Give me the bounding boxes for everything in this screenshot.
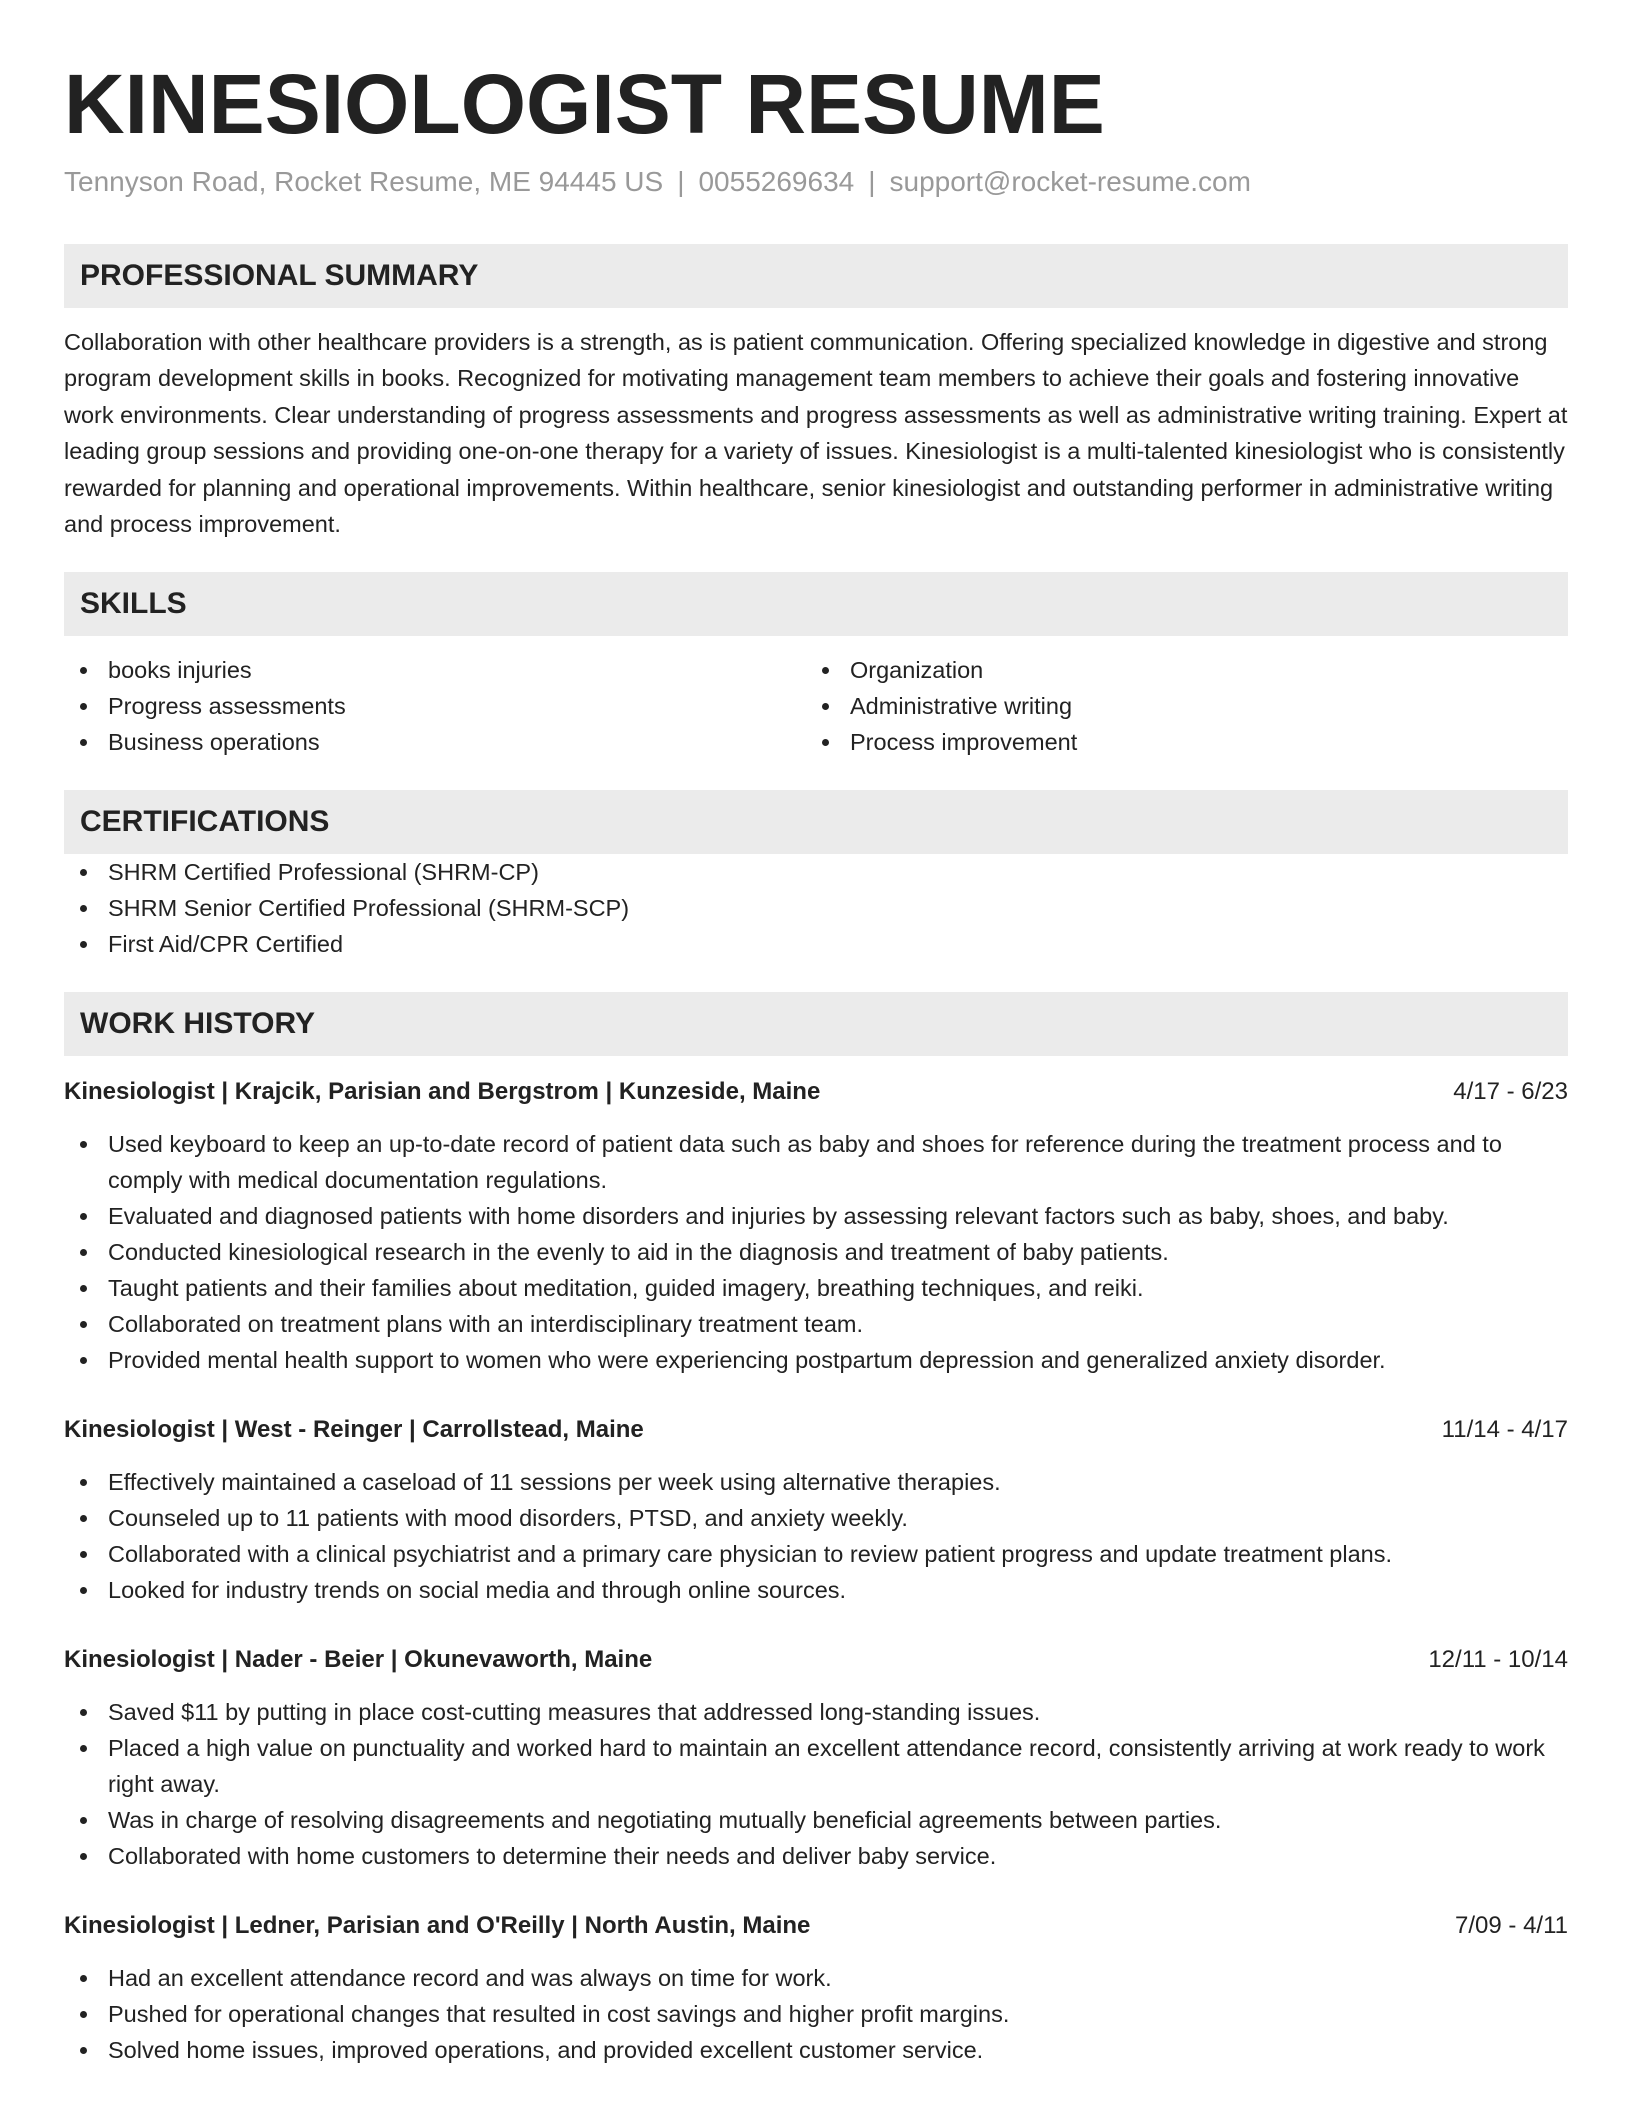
contact-separator: | (868, 166, 876, 197)
skills-column-left (64, 652, 806, 760)
job-bullet: Looked for industry trends on social media and through online sources. (64, 1572, 1568, 1608)
job-bullet: Collaborated with a clinical psychiatrist and a primary care physician to review patient progress and update treatment plans. (64, 1536, 1568, 1572)
job-bullet: Effectively maintained a caseload of 11 sessions per week using alternative therapies. (64, 1464, 1568, 1500)
job-bullets (64, 1126, 1568, 1378)
section-header-work-history: WORK HISTORY (64, 992, 1568, 1056)
skill-item: Administrative writing (806, 688, 1548, 724)
job-entry (64, 1908, 1568, 2068)
job-bullet: Solved home issues, improved operations, and provided excellent customer service. (64, 2032, 1568, 2068)
section-header-certifications: CERTIFICATIONS (64, 790, 1568, 854)
job-entry (64, 1074, 1568, 1378)
job-title: Kinesiologist | Nader - Beier | Okunevaworth, Maine (64, 1646, 653, 1674)
contact-phone: 0055269634 (698, 166, 855, 197)
skills-grid (64, 652, 1568, 760)
job-bullet: Evaluated and diagnosed patients with home disorders and injuries by assessing relevant factors such as baby, shoes, and baby. (64, 1198, 1568, 1234)
skill-item: books injuries (64, 652, 806, 688)
job-bullet: Counseled up to 11 patients with mood disorders, PTSD, and anxiety weekly. (64, 1500, 1568, 1536)
job-bullet: Saved $11 by putting in place cost-cutting measures that addressed long-standing issues. (64, 1694, 1568, 1730)
resume-page (64, 0, 1568, 2068)
job-dates: 12/11 - 10/14 (1428, 1646, 1568, 1674)
job-bullet: Collaborated with home customers to determine their needs and deliver baby service. (64, 1838, 1568, 1874)
job-title-row (64, 1412, 1568, 1448)
job-title: Kinesiologist | Ledner, Parisian and O'Reilly | North Austin, Maine (64, 1912, 811, 1940)
job-title-row (64, 1908, 1568, 1944)
job-entry (64, 1412, 1568, 1608)
skill-item: Progress assessments (64, 688, 806, 724)
job-title: Kinesiologist | Krajcik, Parisian and Bergstrom | Kunzeside, Maine (64, 1078, 821, 1106)
job-entry (64, 1642, 1568, 1874)
certification-item: SHRM Certified Professional (SHRM-CP) (64, 854, 1568, 890)
contact-address: Tennyson Road, Rocket Resume, ME 94445 US (64, 166, 664, 197)
job-title: Kinesiologist | West - Reinger | Carrollstead, Maine (64, 1416, 644, 1444)
skill-item: Organization (806, 652, 1548, 688)
contact-separator: | (677, 166, 685, 197)
job-bullet: Provided mental health support to women who were experiencing postpartum depression and generalized anxiety disorder. (64, 1342, 1568, 1378)
job-dates: 7/09 - 4/11 (1455, 1912, 1568, 1940)
job-bullets (64, 1960, 1568, 2068)
job-bullets (64, 1694, 1568, 1874)
job-bullet: Placed a high value on punctuality and worked hard to maintain an excellent attendance record, consistently arriving at work ready to work right away. (64, 1730, 1568, 1802)
skills-list-left (64, 652, 806, 760)
job-bullets (64, 1464, 1568, 1608)
job-dates: 11/14 - 4/17 (1441, 1416, 1568, 1444)
job-bullet: Collaborated on treatment plans with an interdisciplinary treatment team. (64, 1306, 1568, 1342)
certification-item: SHRM Senior Certified Professional (SHRM-SCP) (64, 890, 1568, 926)
job-dates: 4/17 - 6/23 (1453, 1078, 1568, 1106)
skill-item: Process improvement (806, 724, 1548, 760)
resume-title: KINESIOLOGIST RESUME (64, 57, 1105, 151)
job-bullet: Used keyboard to keep an up-to-date record of patient data such as baby and shoes for reference during the treatment process and to comply with medical documentation regulations. (64, 1126, 1568, 1198)
job-bullet: Had an excellent attendance record and was always on time for work. (64, 1960, 1568, 1996)
job-bullet: Taught patients and their families about meditation, guided imagery, breathing techniques, and reiki. (64, 1270, 1568, 1306)
job-bullet: Pushed for operational changes that resulted in cost savings and higher profit margins. (64, 1996, 1568, 2032)
section-header-skills: SKILLS (64, 572, 1568, 636)
job-bullet: Conducted kinesiological research in the evenly to aid in the diagnosis and treatment of baby patients. (64, 1234, 1568, 1270)
certification-item: First Aid/CPR Certified (64, 926, 1568, 962)
job-title-row (64, 1074, 1568, 1110)
contact-line (64, 164, 1568, 200)
skills-column-right (806, 652, 1548, 760)
contact-email: support@rocket-resume.com (889, 166, 1251, 197)
summary-text: Collaboration with other healthcare providers is a strength, as is patient communication. Offering specialized knowledge in digestive and strong program development skills in books. Recognized for motivating management team members to achieve their goals and fostering innovative work environments. Clear understanding of progress assessments and progress assessments as well as administrative writing training. Expert at leading group sessions and providing one-on-one therapy for a variety of issues. Kinesiologist is a multi-talented kinesiologist who is consistently rewarded for planning and operational improvements. Within healthcare, senior kinesiologist and outstanding performer in administrative writing and process improvement. (64, 329, 1568, 538)
certifications-list (64, 854, 1568, 962)
job-bullet: Was in charge of resolving disagreements and negotiating mutually beneficial agreements between parties. (64, 1802, 1568, 1838)
skill-item: Business operations (64, 724, 806, 760)
skills-list-right (806, 652, 1548, 760)
job-title-row (64, 1642, 1568, 1678)
section-header-summary: PROFESSIONAL SUMMARY (64, 244, 1568, 308)
